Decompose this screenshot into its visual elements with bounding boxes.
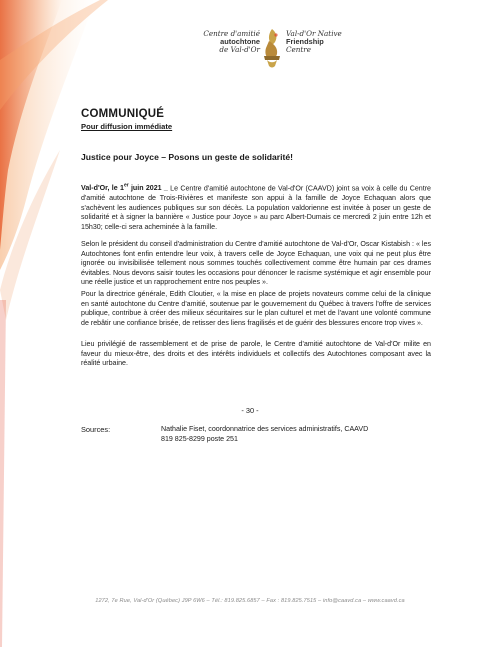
footer-address: 1272, 7e Rue, Val-d'Or (Québec) J9P 6W6 – Tél.: 819.825.6857 – Fax : 819.825.7515 – info@caavd.ca – www.caavd.ca: [95, 598, 405, 604]
dateline: [81, 184, 168, 192]
sources-contact: [161, 425, 368, 444]
sources-label: Sources:: [81, 425, 111, 434]
sources-contact-name: Nathalie Fiset, coordonnatrice des services administratifs, CAAVD: [161, 425, 369, 433]
logo-en-line3: Centre: [286, 45, 311, 54]
dateline-date: juin 2021 _: [128, 184, 168, 193]
paragraph-mission: Lieu privilégié de rassemblement et de prise de parole, le Centre d'amitié autochtone de Val-d'Or milite en faveur du mieux-être, des droits et des intérêts individuels et collectifs des Autochtones composant avec la réalité urbaine.: [81, 340, 431, 368]
paragraph-director-quote: Pour la directrice générale, Edith Cloutier, « la mise en place de projets novateurs comme celui de la clinique en santé autochtone du Centre d'amitié, soutenue par le gouvernement du Québec à travers l'offre de services publique, contribue à créer des milieux sécuritaires sur le plan culturel et met de l'avant une volonté commune de rebâtir une confiance brisée, de retisser des liens fragilisés et de guérir des blessures encore trop vives ».: [81, 290, 431, 327]
sources-contact-phone: 819 825-8299 poste 251: [161, 434, 238, 443]
logo-emblem-icon: [260, 26, 284, 72]
logo-text-french: [196, 30, 260, 54]
logo-en-line2: Friendship: [286, 37, 324, 46]
logo-text-english: [286, 30, 346, 54]
logo-en-line1: Val-d'Or Native: [286, 29, 342, 38]
paragraph-intro-text: Le Centre d'amitié autochtone de Val-d'Or (CAAVD) joint sa voix à celle du Centre d'amitié autochtone de Trois-Rivières et manifeste son appui à la famille de Joyce Echaquan alors que s'achèvent les audiences publiques sur son décès. La population valdorienne est invitée à poser un geste de solidarité et à signer la bannière « Justice pour Joyce » au parc Albert-Dumais ce mercredi 2 juin entre 12h et 15h30; celle-ci sera acheminée à la famille.: [81, 184, 432, 231]
paragraph-president-quote: Selon le président du conseil d'administration du Centre d'amitié autochtone de Val-d'Or, Oscar Kistabish : « les Autochtones font enfin entendre leur voix, à travers celle de Joyce Echaquan, une voix qui ne peut plus être ignorée ou invisibilisée tellement nous sommes touchés collectivement comme être humain par ces drames évitables. Nous devons saisir toutes les occasions pour dénoncer le racisme systémique et agir ensemble pour une réelle justice et un rapprochement entre nos peuples ».: [81, 240, 431, 287]
logo-fr-line3: de Val-d'Or: [219, 45, 260, 54]
communique-subtitle: Pour diffusion immédiate: [81, 122, 173, 131]
dateline-ordinal: er: [123, 183, 129, 189]
dateline-place: Val-d'Or, le 1: [81, 184, 124, 193]
paragraph-intro: [81, 182, 431, 232]
logo-fr-line2: autochtone: [220, 37, 260, 46]
organization-logo: [196, 26, 346, 82]
logo-fr-line1: Centre d'amitié: [203, 29, 260, 38]
press-headline: Justice pour Joyce – Posons un geste de solidarité!: [81, 152, 294, 162]
communique-title: COMMUNIQUÉ: [81, 108, 165, 120]
end-marker: - 30 -: [241, 406, 259, 415]
